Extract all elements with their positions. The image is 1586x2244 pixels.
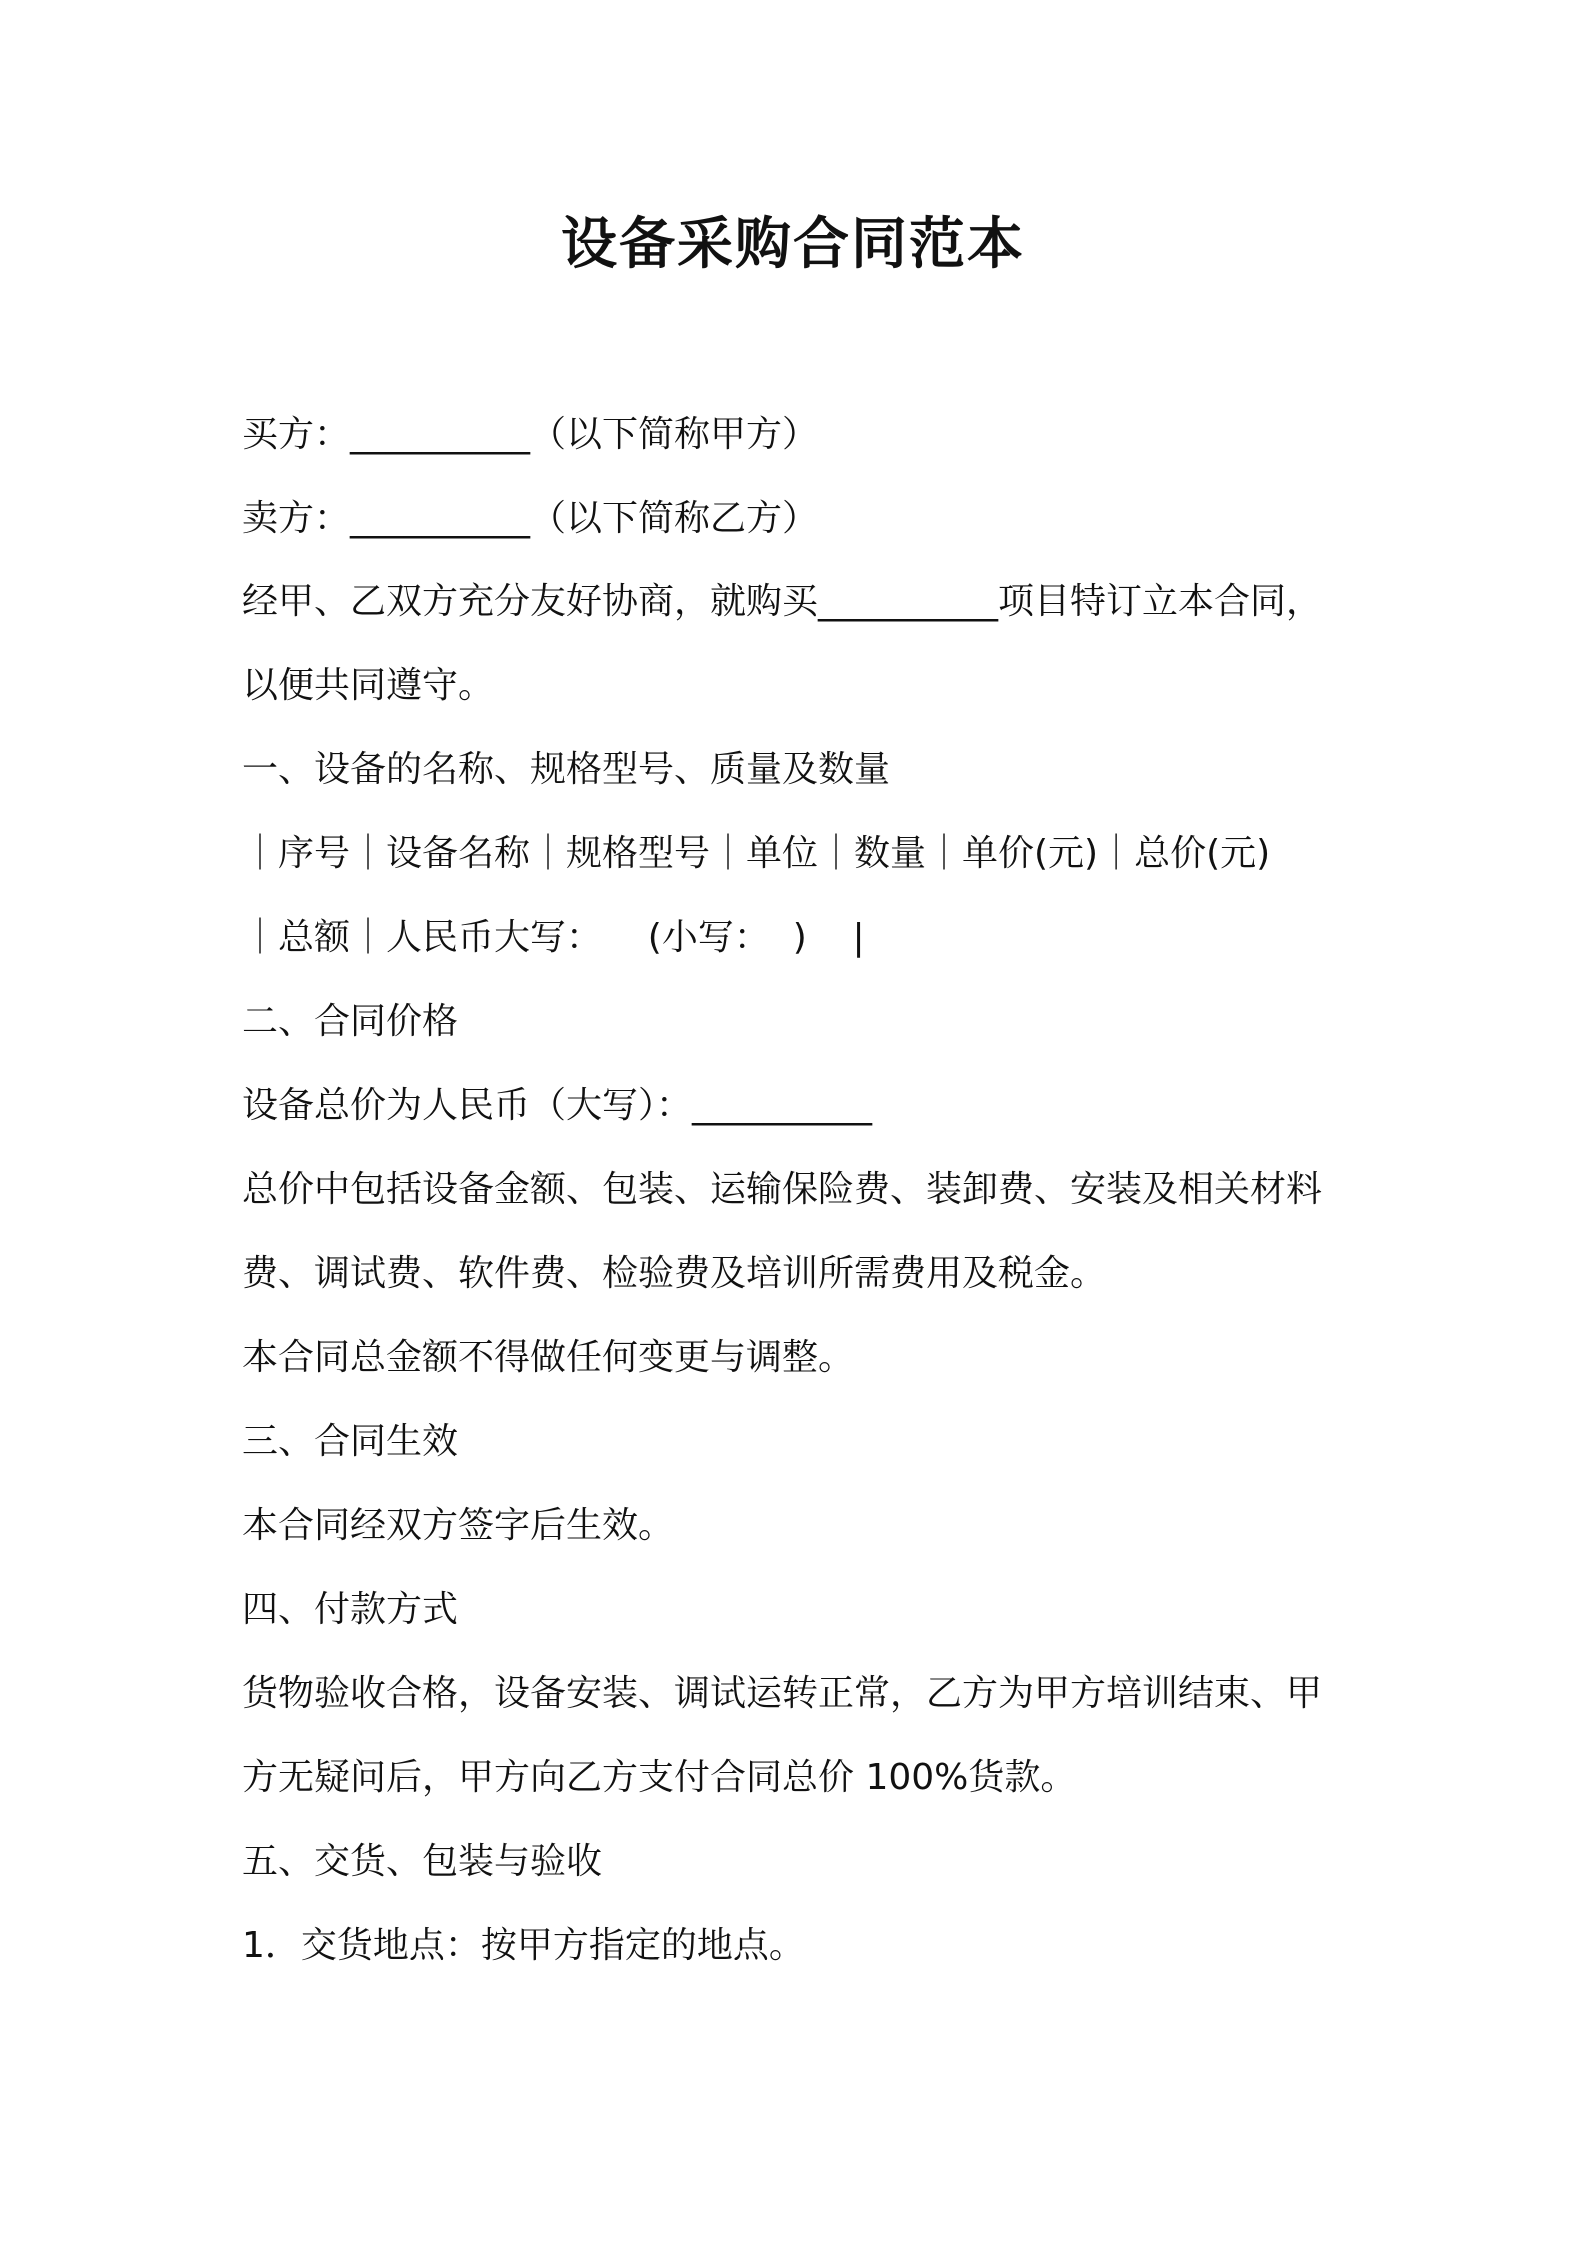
section-1-heading: 一、设备的名称、规格型号、质量及数量 — [242, 749, 891, 790]
payment-line-2: 方无疑问后，甲方向乙方支付合同总价 100%货款。 — [242, 1757, 1077, 1798]
payment-line-1: 货物验收合格，设备安装、调试运转正常，乙方为甲方培训结束、甲 — [242, 1673, 1323, 1714]
delivery-location-line: 1．交货地点：按甲方指定的地点。 — [242, 1925, 805, 1966]
price-includes-line-1: 总价中包括设备金额、包装、运输保险费、装卸费、安装及相关材料 — [242, 1169, 1323, 1210]
document-title: 设备采购合同范本 — [561, 212, 1025, 277]
total-price-line: 设备总价为人民币（大写）：__________ — [242, 1085, 873, 1126]
effective-line: 本合同经双方签字后生效。 — [242, 1505, 675, 1546]
equipment-table-total-row: ｜总额｜人民币大写： (小写： ) | — [242, 917, 865, 958]
buyer-line: 买方：__________（以下简称甲方） — [242, 414, 819, 455]
section-3-heading: 三、合同生效 — [242, 1421, 459, 1462]
intro-line-2: 以便共同遵守。 — [242, 665, 495, 706]
section-5-heading: 五、交货、包装与验收 — [242, 1841, 603, 1882]
seller-line: 卖方：__________（以下简称乙方） — [242, 498, 819, 539]
price-includes-line-2: 费、调试费、软件费、检验费及培训所需费用及税金。 — [242, 1253, 1107, 1294]
section-2-heading: 二、合同价格 — [242, 1001, 459, 1042]
intro-line-1: 经甲、乙双方充分友好协商，就购买__________项目特订立本合同， — [242, 581, 1323, 622]
no-change-line: 本合同总金额不得做任何变更与调整。 — [242, 1337, 855, 1378]
equipment-table-header-row: ｜序号｜设备名称｜规格型号｜单位｜数量｜单价(元)｜总价(元) — [242, 833, 1271, 874]
section-4-heading: 四、付款方式 — [242, 1589, 459, 1630]
